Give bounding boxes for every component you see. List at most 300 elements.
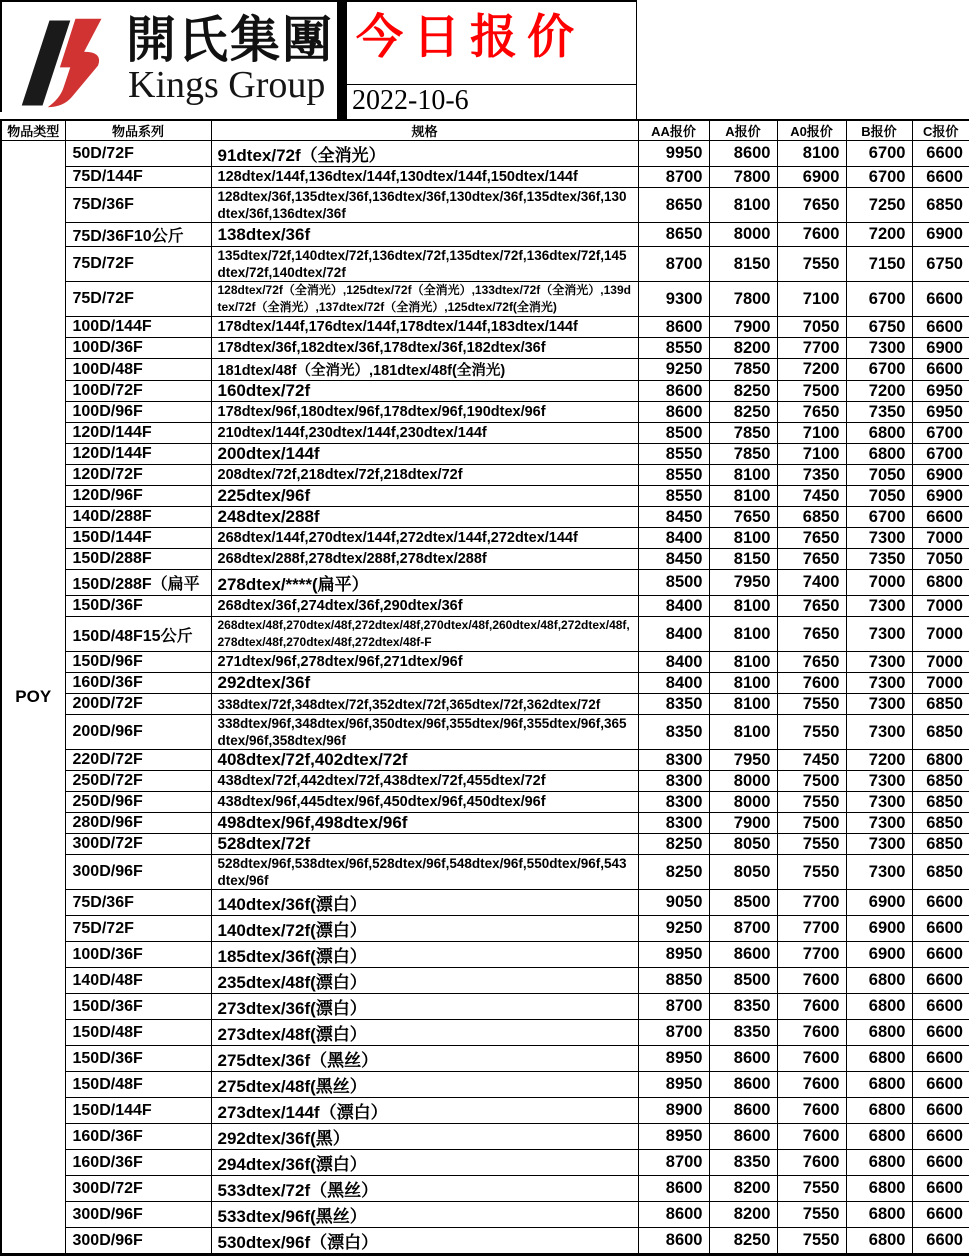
table-row	[1, 771, 969, 792]
a-quote-cell: 7800	[709, 167, 777, 188]
a0-quote-cell: 7100	[777, 423, 846, 444]
a0-quote-cell: 7200	[777, 359, 846, 381]
c-quote-cell: 6600	[912, 1176, 969, 1202]
col-header-item-type: 物品类型	[1, 120, 65, 141]
aa-quote-cell: 8700	[638, 1020, 709, 1046]
series-cell: 150D/144F	[65, 528, 211, 549]
aa-quote-cell: 8700	[638, 994, 709, 1020]
aa-quote-cell: 8500	[638, 570, 709, 596]
a0-quote-cell: 7600	[777, 1098, 846, 1124]
aa-quote-cell: 8950	[638, 942, 709, 968]
table-row	[1, 247, 969, 282]
a0-quote-cell: 7100	[777, 282, 846, 317]
a0-quote-cell: 7650	[777, 402, 846, 423]
series-cell: 120D/96F	[65, 486, 211, 507]
table-header-row	[1, 120, 969, 141]
spec-cell: 292dtex/36f(黑）	[211, 1124, 638, 1150]
aa-quote-cell: 9250	[638, 359, 709, 381]
a-quote-cell: 8100	[709, 486, 777, 507]
a-quote-cell: 8350	[709, 994, 777, 1020]
aa-quote-cell: 8600	[638, 1228, 709, 1255]
b-quote-cell: 7150	[846, 247, 912, 282]
kings-group-k-logo-icon	[20, 10, 124, 116]
header-right-border	[636, 0, 637, 119]
a0-quote-cell: 7600	[777, 673, 846, 694]
c-quote-cell: 6850	[912, 792, 969, 813]
a-quote-cell: 8600	[709, 1072, 777, 1098]
table-row	[1, 1228, 969, 1255]
aa-quote-cell: 8300	[638, 771, 709, 792]
series-cell: 150D/96F	[65, 652, 211, 673]
aa-quote-cell: 8400	[638, 673, 709, 694]
c-quote-cell: 6800	[912, 750, 969, 771]
aa-quote-cell: 8950	[638, 1124, 709, 1150]
aa-quote-cell: 8600	[638, 381, 709, 402]
b-quote-cell: 6800	[846, 994, 912, 1020]
b-quote-cell: 6800	[846, 1046, 912, 1072]
c-quote-cell: 6850	[912, 188, 969, 223]
c-quote-cell: 7000	[912, 652, 969, 673]
table-row	[1, 282, 969, 317]
company-name-english: Kings Group	[128, 64, 326, 106]
series-cell: 220D/72F	[65, 750, 211, 771]
b-quote-cell: 6800	[846, 423, 912, 444]
a-quote-cell: 8200	[709, 1202, 777, 1228]
a0-quote-cell: 7350	[777, 465, 846, 486]
spec-cell: 528dtex/72f	[211, 834, 638, 855]
a0-quote-cell: 7600	[777, 1046, 846, 1072]
spec-cell: 533dtex/72f（黑丝）	[211, 1176, 638, 1202]
c-quote-cell: 7000	[912, 673, 969, 694]
a0-quote-cell: 7700	[777, 338, 846, 359]
a0-quote-cell: 6850	[777, 507, 846, 528]
c-quote-cell: 6600	[912, 1046, 969, 1072]
table-row	[1, 750, 969, 771]
series-cell: 150D/36F	[65, 596, 211, 617]
series-cell: 300D/96F	[65, 1202, 211, 1228]
a0-quote-cell: 7600	[777, 223, 846, 247]
aa-quote-cell: 9300	[638, 282, 709, 317]
c-quote-cell: 6950	[912, 381, 969, 402]
table-row	[1, 188, 969, 223]
series-cell: 140D/288F	[65, 507, 211, 528]
spec-cell: 271dtex/96f,278dtex/96f,271dtex/96f	[211, 652, 638, 673]
c-quote-cell: 6600	[912, 942, 969, 968]
a-quote-cell: 7850	[709, 423, 777, 444]
c-quote-cell: 6900	[912, 338, 969, 359]
series-cell: 120D/144F	[65, 423, 211, 444]
c-quote-cell: 6600	[912, 1228, 969, 1255]
b-quote-cell: 7300	[846, 652, 912, 673]
spec-cell: 128dtex/36f,135dtex/36f,136dtex/36f,130dtex/36f,135dtex/36f,130dtex/36f,136dtex/36f	[211, 188, 638, 223]
a-quote-cell: 8100	[709, 528, 777, 549]
a0-quote-cell: 7600	[777, 968, 846, 994]
series-cell: 160D/36F	[65, 673, 211, 694]
spec-cell: 235dtex/48f(漂白）	[211, 968, 638, 994]
a0-quote-cell: 7650	[777, 617, 846, 652]
spec-cell: 185dtex/36f(漂白）	[211, 942, 638, 968]
a-quote-cell: 8250	[709, 402, 777, 423]
a0-quote-cell: 7100	[777, 444, 846, 465]
series-cell: 250D/72F	[65, 771, 211, 792]
spec-cell: 91dtex/72f（全消光）	[211, 141, 638, 167]
aa-quote-cell: 8650	[638, 223, 709, 247]
series-cell: 75D/72F	[65, 916, 211, 942]
spec-cell: 273dtex/144f（漂白）	[211, 1098, 638, 1124]
aa-quote-cell: 8300	[638, 750, 709, 771]
header-left-border	[0, 0, 2, 112]
series-cell: 150D/36F	[65, 1046, 211, 1072]
c-quote-cell: 6600	[912, 1202, 969, 1228]
aa-quote-cell: 8450	[638, 507, 709, 528]
b-quote-cell: 6800	[846, 1202, 912, 1228]
c-quote-cell: 6950	[912, 402, 969, 423]
a-quote-cell: 8700	[709, 916, 777, 942]
b-quote-cell: 6700	[846, 141, 912, 167]
a-quote-cell: 8600	[709, 942, 777, 968]
b-quote-cell: 7300	[846, 694, 912, 715]
table-row	[1, 1046, 969, 1072]
a-quote-cell: 8250	[709, 1228, 777, 1255]
a-quote-cell: 8350	[709, 1150, 777, 1176]
table-row	[1, 528, 969, 549]
c-quote-cell: 6600	[912, 1072, 969, 1098]
b-quote-cell: 6800	[846, 1150, 912, 1176]
a-quote-cell: 8200	[709, 1176, 777, 1202]
col-header-a0-quote: A0报价	[777, 120, 846, 141]
c-quote-cell: 6900	[912, 465, 969, 486]
spec-cell: 128dtex/144f,136dtex/144f,130dtex/144f,150dtex/144f	[211, 167, 638, 188]
series-cell: 50D/72F	[65, 141, 211, 167]
table-row	[1, 813, 969, 834]
series-cell: 75D/144F	[65, 167, 211, 188]
quote-date: 2022-10-6	[352, 85, 469, 116]
c-quote-cell: 6850	[912, 834, 969, 855]
header-divider-bar	[337, 0, 347, 119]
a0-quote-cell: 7550	[777, 1228, 846, 1255]
b-quote-cell: 7300	[846, 528, 912, 549]
a-quote-cell: 8150	[709, 549, 777, 570]
aa-quote-cell: 8600	[638, 1176, 709, 1202]
spec-cell: 273dtex/48f(漂白）	[211, 1020, 638, 1046]
series-cell: 300D/96F	[65, 1228, 211, 1255]
b-quote-cell: 7300	[846, 771, 912, 792]
b-quote-cell: 7300	[846, 715, 912, 750]
aa-quote-cell: 8600	[638, 1202, 709, 1228]
c-quote-cell: 7050	[912, 549, 969, 570]
b-quote-cell: 6900	[846, 942, 912, 968]
a-quote-cell: 8100	[709, 715, 777, 750]
a-quote-cell: 7950	[709, 750, 777, 771]
aa-quote-cell: 9050	[638, 890, 709, 916]
a0-quote-cell: 7550	[777, 1202, 846, 1228]
c-quote-cell: 6600	[912, 890, 969, 916]
series-cell: 120D/72F	[65, 465, 211, 486]
series-cell: 150D/144F	[65, 1098, 211, 1124]
table-row	[1, 1124, 969, 1150]
b-quote-cell: 7050	[846, 486, 912, 507]
b-quote-cell: 6800	[846, 1072, 912, 1098]
series-cell: 75D/36F	[65, 890, 211, 916]
aa-quote-cell: 8500	[638, 423, 709, 444]
spec-cell: 268dtex/144f,270dtex/144f,272dtex/144f,272dtex/144f	[211, 528, 638, 549]
aa-quote-cell: 8450	[638, 549, 709, 570]
b-quote-cell: 7250	[846, 188, 912, 223]
b-quote-cell: 7300	[846, 338, 912, 359]
spec-cell: 498dtex/96f,498dtex/96f	[211, 813, 638, 834]
b-quote-cell: 6800	[846, 1228, 912, 1255]
a0-quote-cell: 7700	[777, 942, 846, 968]
a0-quote-cell: 7450	[777, 486, 846, 507]
a-quote-cell: 8000	[709, 771, 777, 792]
spec-cell: 338dtex/96f,348dtex/96f,350dtex/96f,355dtex/96f,355dtex/96f,365dtex/96f,358dtex/96f	[211, 715, 638, 750]
spec-cell: 268dtex/36f,274dtex/36f,290dtex/36f	[211, 596, 638, 617]
company-logo	[8, 4, 334, 116]
series-cell: 300D/72F	[65, 834, 211, 855]
c-quote-cell: 6850	[912, 715, 969, 750]
b-quote-cell: 6700	[846, 359, 912, 381]
series-cell: 100D/36F	[65, 338, 211, 359]
series-cell: 200D/72F	[65, 694, 211, 715]
a0-quote-cell: 7550	[777, 715, 846, 750]
table-row	[1, 141, 969, 167]
aa-quote-cell: 8700	[638, 247, 709, 282]
aa-quote-cell: 8300	[638, 813, 709, 834]
a-quote-cell: 8050	[709, 855, 777, 890]
spec-cell: 530dtex/96f（漂白）	[211, 1228, 638, 1255]
a-quote-cell: 7850	[709, 444, 777, 465]
table-row	[1, 1150, 969, 1176]
aa-quote-cell: 8950	[638, 1072, 709, 1098]
series-cell: 120D/144F	[65, 444, 211, 465]
spec-cell: 160dtex/72f	[211, 381, 638, 402]
a-quote-cell: 7950	[709, 570, 777, 596]
aa-quote-cell: 9250	[638, 916, 709, 942]
spec-cell: 292dtex/36f	[211, 673, 638, 694]
aa-quote-cell: 8400	[638, 652, 709, 673]
spec-cell: 210dtex/144f,230dtex/144f,230dtex/144f	[211, 423, 638, 444]
spec-cell: 181dtex/48f（全消光）,181dtex/48f(全消光)	[211, 359, 638, 381]
series-cell: 150D/36F	[65, 994, 211, 1020]
b-quote-cell: 6900	[846, 890, 912, 916]
table-row	[1, 317, 969, 338]
table-row	[1, 916, 969, 942]
a-quote-cell: 8600	[709, 1098, 777, 1124]
a-quote-cell: 7850	[709, 359, 777, 381]
table-row	[1, 1020, 969, 1046]
a-quote-cell: 8150	[709, 247, 777, 282]
c-quote-cell: 6600	[912, 359, 969, 381]
a0-quote-cell: 7700	[777, 890, 846, 916]
a-quote-cell: 8100	[709, 673, 777, 694]
aa-quote-cell: 8900	[638, 1098, 709, 1124]
a-quote-cell: 8100	[709, 188, 777, 223]
a0-quote-cell: 7600	[777, 1020, 846, 1046]
table-row	[1, 507, 969, 528]
table-row	[1, 942, 969, 968]
a-quote-cell: 8100	[709, 694, 777, 715]
aa-quote-cell: 8400	[638, 528, 709, 549]
table-row	[1, 549, 969, 570]
a-quote-cell: 8000	[709, 792, 777, 813]
aa-quote-cell: 8600	[638, 317, 709, 338]
b-quote-cell: 6700	[846, 167, 912, 188]
b-quote-cell: 7300	[846, 792, 912, 813]
c-quote-cell: 6600	[912, 994, 969, 1020]
aa-quote-cell: 8550	[638, 444, 709, 465]
c-quote-cell: 6700	[912, 423, 969, 444]
col-header-aa-quote: AA报价	[638, 120, 709, 141]
b-quote-cell: 7200	[846, 381, 912, 402]
b-quote-cell: 6800	[846, 968, 912, 994]
category-cell: POY	[1, 141, 65, 1255]
col-header-spec: 规格	[211, 120, 638, 141]
c-quote-cell: 6600	[912, 916, 969, 942]
c-quote-cell: 6800	[912, 570, 969, 596]
c-quote-cell: 6600	[912, 167, 969, 188]
a-quote-cell: 8100	[709, 465, 777, 486]
aa-quote-cell: 8350	[638, 715, 709, 750]
series-cell: 100D/96F	[65, 402, 211, 423]
table-row	[1, 167, 969, 188]
c-quote-cell: 6850	[912, 855, 969, 890]
c-quote-cell: 6900	[912, 223, 969, 247]
series-cell: 75D/72F	[65, 282, 211, 317]
table-row	[1, 1176, 969, 1202]
b-quote-cell: 6800	[846, 1124, 912, 1150]
b-quote-cell: 6800	[846, 1020, 912, 1046]
table-row	[1, 596, 969, 617]
col-header-item-series: 物品系列	[65, 120, 211, 141]
c-quote-cell: 7000	[912, 528, 969, 549]
table-row	[1, 570, 969, 596]
spec-cell: 140dtex/72f(漂白）	[211, 916, 638, 942]
c-quote-cell: 6700	[912, 444, 969, 465]
b-quote-cell: 6800	[846, 444, 912, 465]
table-row	[1, 1202, 969, 1228]
series-cell: 300D/72F	[65, 1176, 211, 1202]
a-quote-cell: 8000	[709, 223, 777, 247]
table-row	[1, 402, 969, 423]
series-cell: 300D/96F	[65, 855, 211, 890]
spec-cell: 128dtex/72f（全消光）,125dtex/72f（全消光）,133dtex/72f（全消光）,139dtex/72f（全消光）,137dtex/72f（全消光）,125dtex/72f(全消光)	[211, 282, 638, 317]
c-quote-cell: 7000	[912, 596, 969, 617]
a0-quote-cell: 7650	[777, 596, 846, 617]
table-row	[1, 1072, 969, 1098]
a0-quote-cell: 7550	[777, 792, 846, 813]
a0-quote-cell: 8100	[777, 141, 846, 167]
series-cell: 75D/36F10公斤	[65, 223, 211, 247]
a-quote-cell: 8600	[709, 141, 777, 167]
series-cell: 100D/144F	[65, 317, 211, 338]
spec-cell: 178dtex/96f,180dtex/96f,178dtex/96f,190dtex/96f	[211, 402, 638, 423]
b-quote-cell: 7300	[846, 834, 912, 855]
a0-quote-cell: 6900	[777, 167, 846, 188]
a0-quote-cell: 7450	[777, 750, 846, 771]
series-cell: 250D/96F	[65, 792, 211, 813]
table-row	[1, 652, 969, 673]
series-cell: 75D/72F	[65, 247, 211, 282]
c-quote-cell: 6600	[912, 1098, 969, 1124]
series-cell: 160D/36F	[65, 1124, 211, 1150]
table-row	[1, 359, 969, 381]
table-row	[1, 223, 969, 247]
b-quote-cell: 6800	[846, 1176, 912, 1202]
series-cell: 75D/36F	[65, 188, 211, 223]
spec-cell: 200dtex/144f	[211, 444, 638, 465]
table-row	[1, 1098, 969, 1124]
table-row	[1, 994, 969, 1020]
a0-quote-cell: 7050	[777, 317, 846, 338]
aa-quote-cell: 8850	[638, 968, 709, 994]
a0-quote-cell: 7550	[777, 1176, 846, 1202]
a0-quote-cell: 7650	[777, 528, 846, 549]
col-header-c-quote: C报价	[912, 120, 969, 141]
a-quote-cell: 8200	[709, 338, 777, 359]
table-row	[1, 792, 969, 813]
spec-cell: 135dtex/72f,140dtex/72f,136dtex/72f,135dtex/72f,136dtex/72f,145dtex/72f,140dtex/72f	[211, 247, 638, 282]
aa-quote-cell: 8600	[638, 402, 709, 423]
a0-quote-cell: 7650	[777, 652, 846, 673]
a-quote-cell: 8100	[709, 596, 777, 617]
a0-quote-cell: 7600	[777, 994, 846, 1020]
spec-cell: 268dtex/288f,278dtex/288f,278dtex/288f	[211, 549, 638, 570]
table-row	[1, 855, 969, 890]
aa-quote-cell: 8400	[638, 617, 709, 652]
b-quote-cell: 7200	[846, 223, 912, 247]
a-quote-cell: 8350	[709, 1020, 777, 1046]
c-quote-cell: 6850	[912, 771, 969, 792]
b-quote-cell: 7300	[846, 596, 912, 617]
spec-cell: 178dtex/36f,182dtex/36f,178dtex/36f,182dtex/36f	[211, 338, 638, 359]
series-cell: 150D/48F15公斤	[65, 617, 211, 652]
a0-quote-cell: 7500	[777, 381, 846, 402]
series-cell: 100D/36F	[65, 942, 211, 968]
spec-cell: 275dtex/36f（黑丝）	[211, 1046, 638, 1072]
a0-quote-cell: 7550	[777, 694, 846, 715]
a-quote-cell: 8600	[709, 1124, 777, 1150]
b-quote-cell: 6750	[846, 317, 912, 338]
table-row	[1, 465, 969, 486]
spec-cell: 248dtex/288f	[211, 507, 638, 528]
b-quote-cell: 7300	[846, 673, 912, 694]
b-quote-cell: 6900	[846, 916, 912, 942]
spec-cell: 275dtex/48f(黑丝）	[211, 1072, 638, 1098]
series-cell: 280D/96F	[65, 813, 211, 834]
aa-quote-cell: 9950	[638, 141, 709, 167]
aa-quote-cell: 8250	[638, 855, 709, 890]
series-cell: 150D/288F（扁平	[65, 570, 211, 596]
company-name-chinese: 開氏集團	[126, 12, 334, 68]
c-quote-cell: 6600	[912, 1124, 969, 1150]
spec-cell: 178dtex/144f,176dtex/144f,178dtex/144f,183dtex/144f	[211, 317, 638, 338]
a0-quote-cell: 7600	[777, 1124, 846, 1150]
col-header-b-quote: B报价	[846, 120, 912, 141]
a0-quote-cell: 7550	[777, 247, 846, 282]
b-quote-cell: 7300	[846, 855, 912, 890]
spec-cell: 338dtex/72f,348dtex/72f,352dtex/72f,365dtex/72f,362dtex/72f	[211, 694, 638, 715]
table-row	[1, 715, 969, 750]
spec-cell: 438dtex/96f,445dtex/96f,450dtex/96f,450dtex/96f	[211, 792, 638, 813]
series-cell: 160D/36F	[65, 1150, 211, 1176]
a0-quote-cell: 7700	[777, 916, 846, 942]
spec-cell: 268dtex/48f,270dtex/48f,272dtex/48f,270dtex/48f,260dtex/48f,272dtex/48f,278dtex/48f,270dtex/48f,272dtex/48f-F	[211, 617, 638, 652]
a0-quote-cell: 7600	[777, 1072, 846, 1098]
spec-cell: 208dtex/72f,218dtex/72f,218dtex/72f	[211, 465, 638, 486]
a0-quote-cell: 7650	[777, 549, 846, 570]
a-quote-cell: 7900	[709, 813, 777, 834]
table-row	[1, 444, 969, 465]
